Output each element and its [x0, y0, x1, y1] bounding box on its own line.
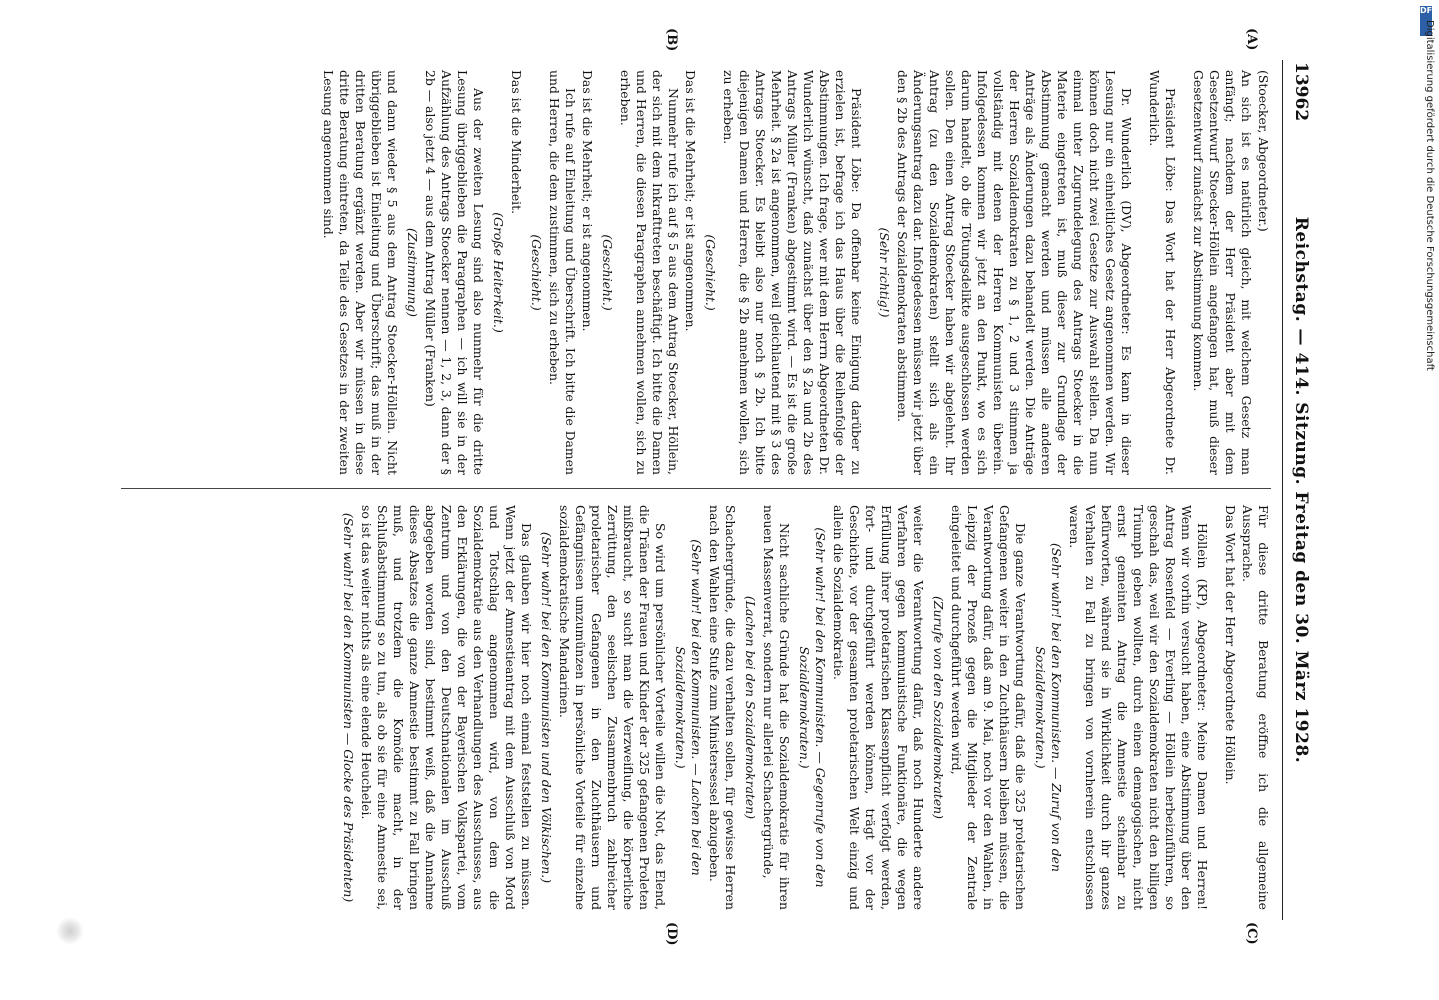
- paragraph: Ich rufe auf Einleitung und Überschrift. Ich bitte die Damen und Herren, die dem zustimmen, sich zu erheben.: [547, 70, 578, 475]
- interjection: (Sehr wahr! bei den Kommunisten. — Lachen bei den Sozialdemokraten.): [673, 539, 704, 876]
- paragraph: An sich ist es natürlich gleich, mit welchem Gesetz man anfängt; nachdem der Herr Präsident aber mit dem Gesetzentwurf Stoecker-Höllein angefangen hat, muß dieser Gesetzentwurf zunächst zur Abstimmung kommen.: [1191, 70, 1254, 475]
- paragraph: weiter die Verantwortung dafür, daß noch Hunderte andere Verfahren gegen kommunistische Funktionäre, die wegen Erfüllung ihrer proletarischen Klassenpflicht verfolgt werden, fort- und durchgeführt werden können, trägt vor der Geschichte, vor der gesamten proletarischen Welt einzig und allein die Sozialdemokratie.: [831, 505, 926, 910]
- paragraph: Nunmehr rufe ich auf § 5 aus dem Antrag Stoecker, Höllein, der sich mit dem Inkrafttreten beschäftigt. Ich bitte die Damen und Herren, die diesen Paragraphen annehmen wollen, sich zu erheben.: [618, 70, 681, 475]
- paragraph: Das ist die Minderheit.: [509, 70, 524, 215]
- paragraph: Dr. Wunderlich (DV), Abgeordneter: Es kann in dieser Lesung nur ein einheitliches Gesetz angenommen werden. Wir können doch nicht zwei Gesetze zur Auswahl stellen. Da nun einmal unter Zugrundelegung des Antrags Stoecker in die Materie eingetreten ist, muß dieser zur Grundlage der Abstimmung gemacht werden und müssen alle anderen Anträge als Änderungen dazu behandelt werden. Die Anträge der Herren Sozialdemokraten zu § 1, 2 und 3 stimmen ja vollständig mit denen der Herren Kommunisten überein. Infolgedessen kommen wir jetzt an den Punkt, wo es sich darum handelt, ob die Tötungsdelikte ausgeschlossen werden sollen. Den einen Antrag Stoecker haben wir abgelehnt. Ihr Antrag (zu den Sozialdemokraten) stellt sich als ein Änderungsantrag dazu dar. Infolgedessen müssen wir jetzt über den § 2b des Antrags der Sozialdemokraten abstimmen.: [895, 70, 1134, 475]
- dfg-logo: DFG: [1420, 6, 1432, 36]
- column-divider: [121, 488, 1271, 489]
- paragraph: So wird um persönlicher Vorteile willen die Not, das Elend, die Tränen der Frauen und Kinder der 325 gefangenen Proleten mißbraucht, so sucht man die Verzweiflung, die körperliche Zerrüttung, den seelischen Zusammenbruch zahlreicher proletarischer Gefangenen in den Zuchthäusern und Gefängnissen umzumünzen in persönliche Vorteile für einzelne sozialdemokratische Mandarinen.: [557, 505, 668, 910]
- paragraph: Das glauben wir hier noch einmal feststellen zu müssen. Wenn jetzt der Amnestieantrag mit dem Ausschluß von Mord und Totschlag angenommen wird, von dem die Sozialdemokratie aus den Verhandlungen des Ausschusses, aus den Erklärungen, die von der Bayerischen Volkspartei, vom Zentrum und von den Deutschnationalen im Ausschuß abgegeben worden sind, bestimmt weiß, daß die Annahme dieses Absatzes die ganze Amnestie bestimmt zu Fall bringen muß, und trotzdem die Komödie macht, in der Schlußabstimmung so zu tun, als ob sie für eine Amnestie sei, so ist das weiter nichts als eine elende Heuchelei.: [359, 505, 534, 910]
- paragraph: Das ist die Mehrheit; er ist angenommen.: [683, 70, 698, 332]
- paragraph: und dann wieder § 5 aus dem Antrag Stoecker-Höllein. Nicht übriggeblieben ist Einleitung und Überschrift; das muß in der dritten Beratung ergänzt werden. Aber wir müssen in diese dritte Beratung eintreten, da Teile des Gesetzes in der zweiten Lesung angenommen sind.: [321, 70, 400, 475]
- page-title: Reichstag. — 414. Sitzung. Freitag den 30. März 1928.: [1291, 216, 1311, 764]
- interjection: (Sehr wahr! bei den Kommunisten und den Völkischen.): [539, 531, 554, 884]
- interjection: (Sehr wahr! bei den Kommunisten. — Gegenrufe von den Sozialdemokraten.): [797, 527, 828, 888]
- paragraph: Schachergründe, die dazu verhalten sollen, für gewisse Herren nach den Wahlen eine Stufe zum Ministersessel abzugeben.: [707, 505, 738, 910]
- margin-mark-b: (B): [664, 28, 679, 52]
- page-header: [1282, 60, 1319, 920]
- right-column: [336, 505, 1271, 910]
- interjection: (Geschieht.): [529, 234, 544, 311]
- margin-mark-a: (A): [1244, 28, 1259, 51]
- paragraph: Präsident Löbe: Da offenbar keine Einigung darüber zu erzielen ist, befrage ich das Haus über die Reihenfolge der Abstimmungen. Ich frage, wer mit dem Herrn Abgeordneten Dr. Wunderlich wünscht, daß zunächst über den § 2a und 2b des Antrags Müller (Franken) abgestimmt wird. — Es ist die große Mehrheit. § 2a ist angenommen, weil gleichlautend mit § 3 des Antrags Stoecker. Es bleibt also nur noch § 2b. Ich bitte diejenigen Damen und Herren, die § 2b annehmen wollen, sich zu erheben.: [721, 70, 864, 475]
- interjection: (Sehr wahr! bei den Kommunisten. — Zuruf von den Sozialdemokraten.): [1033, 543, 1064, 872]
- funding-note: Digitalisierung gefördert durch die Deutsche Forschungsgemeinschaft: [1424, 20, 1435, 371]
- interjection: (Geschieht.): [703, 234, 718, 311]
- margin-mark-c: (C): [1244, 922, 1259, 945]
- page-number: 13962: [1291, 62, 1311, 122]
- interjection: (Große Heiterkeit.): [491, 212, 506, 333]
- interjection: (Sehr wahr! bei den Kommunisten — Glocke des Präsidenten): [341, 512, 356, 903]
- document-page: [99, 28, 1319, 946]
- left-column: [319, 70, 1271, 475]
- paragraph: Aus der zweiten Lesung sind also nunmehr für die dritte Lesung übriggeblieben die Paragraphen — ich will sie in der Aufzählung des Antrags Stoecker nennen — 1, 2, 3, dann der § 2b — also jetzt 4 — aus dem Antrag Müller (Franken): [423, 70, 486, 475]
- paragraph: Für diese dritte Beratung eröffne ich die allgemeine Aussprache.: [1240, 505, 1271, 910]
- interjection: (Sehr richtig!): [877, 227, 892, 318]
- interjection: (Geschieht.): [600, 234, 615, 311]
- paragraph: Das Wort hat der Herr Abgeordnete Höllein.: [1223, 505, 1238, 785]
- paragraph: (Stoecker, Abgeordneter.): [1256, 70, 1271, 232]
- scan-artifact: [55, 918, 85, 944]
- paragraph: Präsident Löbe: Das Wort hat der Herr Abgeordnete Dr. Wunderlich.: [1147, 70, 1178, 475]
- margin-mark-d: (D): [664, 922, 679, 946]
- interjection: (Zurufe von den Sozialdemokraten): [931, 596, 946, 819]
- interjection: (Lachen bei den Sozialdemokraten): [743, 595, 758, 820]
- paragraph: Höllein (KP), Abgeordneter: Meine Damen und Herren! Wenn wir vorhin versucht haben, eine Abstimmung über den Antrag Rosenfeld — Everling — Höllein herbeizuführen, so geschah das, weil wir den Sozialdemokraten nicht den billigen Triumph geben wollten, durch einen demagogischen, nicht ernst gemeinten Antrag die Amnestie scheinbar zu befürworten, während sie in Wirklichkeit durch ihr ganzes Verhalten zu Fall zu bringen von vornherein entschlossen waren.: [1067, 505, 1210, 910]
- interjection: (Zustimmung): [405, 228, 420, 317]
- paragraph: Die ganze Verantwortung dafür, daß die 325 proletarischen Gefangenen weiter in den Zuchthäusern bleiben müssen, die Verantwortung dafür, daß am 9. Mai, noch vor den Wahlen, in Leipzig der Prozeß gegen die Mitglieder der Zentrale eingeleitet und durchgeführt werden wird,: [949, 505, 1028, 910]
- paragraph: Nicht sachliche Gründe hat die Sozialdemokratie für ihren neuen Massenverrat, sondern nur allerlei Schachergründe,: [761, 505, 792, 910]
- paragraph: Das ist die Mehrheit; er ist angenommen.: [580, 70, 595, 332]
